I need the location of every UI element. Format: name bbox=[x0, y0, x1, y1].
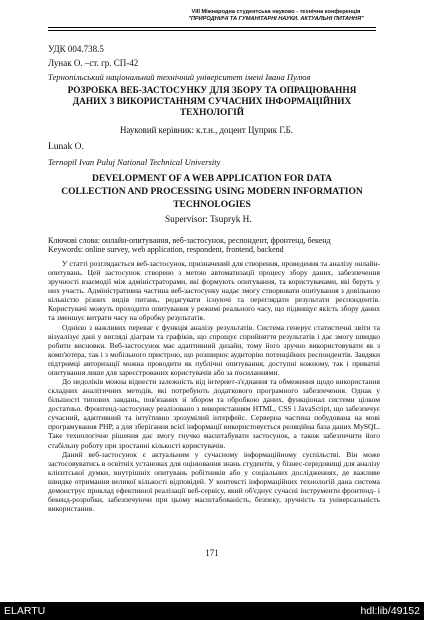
page-number: 171 bbox=[205, 548, 219, 558]
paragraph: У статті розглядається веб-застосунок, призначений для створення, проведення та аналізу онлайн-опитувань. Цей застосунок створено з метою автоматизації процесу збору даних, забезпечення зручності взаємодії між адміністраторами, які формують опитування, та користувачами, які беруть у них участь. Адміністративна частина веб-застосунку надає змогу створювати опитування з довільною кількістю різних видів питань, редагувати існуючі та переглядати результати респондентів. Користувачі можуть проходити опитування у режимі реального часу, що підвищує якість збору даних та зменшує витрати часу на обробку результатів. bbox=[48, 259, 380, 323]
title-ua: РОЗРОБКА ВЕБ-ЗАСТОСУНКУ ДЛЯ ЗБОРУ ТА ОПРАЦЮВАННЯ ДАНИХ З ВИКОРИСТАННЯМ СУЧАСНИХ ІНФОРМАЦІЙНИХ ТЕХНОЛОГІЙ bbox=[67, 86, 357, 118]
conference-theme: "ПРИРОДНИЧІ ТА ГУМАНІТАРНІ НАУКИ. АКТУАЛЬНІ ПИТАННЯ" bbox=[188, 16, 364, 22]
conference-header bbox=[0, 0, 424, 34]
affiliation-ua: Тернопільський національний технічний університет імені Івана Пулюя bbox=[48, 72, 311, 82]
article-body bbox=[48, 259, 380, 513]
udc-code: УДК 004.738.5 bbox=[48, 44, 104, 54]
header-rule-bottom bbox=[48, 30, 376, 31]
paragraph: Даний веб-застосунок є актуальним у сучасному інформаційному суспільстві. Він може застосовуватись в освітніх установах для оцінювання знань студентів, у бізнес-середовищі для аналізу клієнтської думки, внутрішніх опитувань робітників або у соціальних дослідженнях, де важливе швидке отримання великої кількості відповідей. У контексті інформаційних технологій дана система демонструє приклад ефективної реалізації веб-сервісу, який об'єднує сучасні інструменти фронтенд- і бекенд-розробки, забезпечуючи при цьому масштабованість, безпеку, зручність та універсальність використання. bbox=[48, 449, 380, 514]
paragraph: Однією з важливих переваг є функція аналізу результатів. Система генерує статистичні звіти та візуалізує дані у вигляді діаграм та графіків, що спрощує сприйняття результатів і дає змогу швидко робити висновки. Веб-застосунок має адаптивний дизайн, тому його зручно використовувати як з комп'ютера, так і з мобільного пристрою, що розширює аудиторію потенційних респондентів. Завдяки підтримці авторизації можна проводити як публічні опитування, доступні кожному, так і приватні опитування лише для зареєстрованих користувачів або за посиланнями. bbox=[48, 322, 380, 377]
keywords-en: Keywords: online survey, web application, respondent, frontend, backend bbox=[48, 245, 284, 254]
author-ua: Лунак О. –ст. гр. СП-42 bbox=[48, 58, 139, 68]
supervisor-ua: Науковий керівник: к.т.н., доцент Цуприк Г.Б. bbox=[120, 125, 293, 135]
header-rule-top bbox=[48, 27, 376, 28]
supervisor-en: Supervisor: Tsupryk H. bbox=[165, 215, 252, 225]
keywords-ua: Ключові слова: онлайн-опитування, веб-застосунок, респондент, фронтенд, бекенд bbox=[48, 236, 331, 245]
handle-link[interactable]: hdl:lib/49152 bbox=[360, 605, 420, 617]
repository-name[interactable]: ELARTU bbox=[4, 605, 46, 617]
paragraph: До недоліків можна віднести залежність від інтернет-з'єднання та обмеження щодо використання складних аналітичних методів, які потребують додаткового програмного забезпечення. Однак у більшості типових завдань, пов'язаних зі збором та обробкою даних, функціонал системи цілком достатньо. Фронтенд-застосунку реалізовано з використанням HTML, CSS і JavaScript, що забезпечує сучасний, адаптивний та інтуїтивно зрозумілий інтерфейс. Серверна частина побудована на мові програмування PHP, а для зберігання всієї інформації використовується реляційна база даних MySQL. Таке технологічне рішення дає змогу гнучко масштабувати застосунок, а також забезпечити його стабільну роботу при зростанні кількості користувачів. bbox=[48, 377, 380, 450]
repository-footer bbox=[0, 602, 424, 620]
conference-name: VIII Міжнародна студентська науково - технічна конференція bbox=[191, 9, 361, 15]
affiliation-en: Ternopil Ivan Puluj National Technical University bbox=[48, 157, 221, 167]
author-en: Lunak O. bbox=[48, 142, 84, 152]
title-en: DEVELOPMENT OF A WEB APPLICATION FOR DATA COLLECTION AND PROCESSING USING MODERN INFORMATION TECHNOLOGIES bbox=[61, 174, 363, 210]
